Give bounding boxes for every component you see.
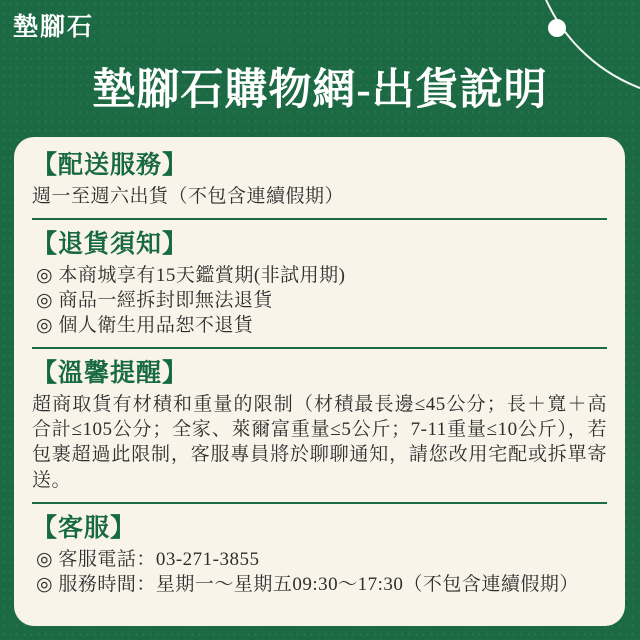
section-friendly-reminder	[32, 358, 607, 492]
info-card	[14, 137, 625, 626]
section-heading-reminder: 【溫馨提醒】	[32, 360, 189, 388]
section-delivery-service	[32, 150, 607, 209]
customer-service-phone: ◎ 客服電話：03-271-3855	[36, 548, 260, 570]
section-divider	[32, 218, 607, 220]
page-title: 墊腳石購物網-出貨說明	[92, 67, 548, 114]
reminder-paragraph: 超商取貨有材積和重量的限制（材積最長邊≤45公分；長＋寬＋高合計≤105公分；全家、萊爾富重量≤5公斤；7-11重量≤10公斤），若包裹超過此限制，客服專員將於聊聊通知，請您改用宅配或拆單寄送。	[32, 394, 607, 491]
customer-service-hours: ◎ 服務時間：星期一～星期五09:30～17:30（不包含連續假期）	[36, 573, 579, 595]
decorative-circle-dot	[548, 19, 566, 37]
return-policy-item: ◎ 商品一經拆封即無法退貨	[36, 290, 273, 312]
return-policy-item: ◎ 個人衛生用品恕不退貨	[36, 315, 254, 337]
delivery-schedule-text: 週一至週六出貨（不包含連續假期）	[32, 186, 345, 207]
brand-logo: 墊腳石	[13, 13, 95, 41]
section-divider	[32, 347, 607, 349]
section-heading-return: 【退貨須知】	[32, 231, 189, 259]
return-policy-item: ◎ 本商城享有15天鑑賞期(非試用期)	[36, 265, 346, 287]
section-customer-service	[32, 513, 607, 597]
section-return-policy	[32, 229, 607, 338]
section-heading-customer-service: 【客服】	[32, 514, 137, 542]
section-heading-delivery: 【配送服務】	[32, 152, 189, 179]
section-divider	[32, 502, 607, 504]
